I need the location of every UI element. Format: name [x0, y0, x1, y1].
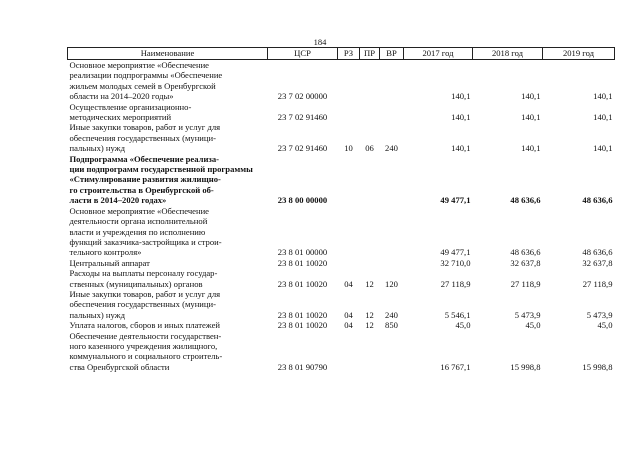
row-name-line: ственных (муниципальных) органов [69, 278, 203, 289]
row-vr [380, 102, 404, 123]
row-rz: 04 [344, 278, 353, 289]
row-rz: 04 [344, 309, 353, 320]
row-value-2019: 45,0 [597, 320, 613, 331]
row-name-line: деятельности органа исполнительной [69, 216, 208, 227]
row-value-2018: 140,1 [521, 143, 541, 154]
row-value-2018: 48 636,6 [510, 195, 541, 206]
row-value-2017: 140,1 [451, 91, 471, 102]
row-name-line: Обеспечение деятельности государствен- [69, 330, 222, 341]
row-name-line: ного казенного учреждения жилищного, [69, 340, 218, 351]
row-csr: 23 8 00 00000 [277, 195, 328, 206]
row-name [68, 268, 268, 289]
budget-table [67, 47, 615, 372]
row-value-2019: 140,1 [593, 112, 613, 123]
row-name-line: Иные закупки товаров, работ и услуг для [69, 122, 221, 133]
row-name [68, 289, 268, 320]
row-name-line: Уплата налогов, сборов и иных платежей [69, 320, 221, 331]
row-name-line: Расходы на выплаты персоналу государ- [69, 268, 218, 279]
row-rz [338, 102, 360, 123]
row-csr: 23 7 02 00000 [277, 91, 328, 102]
row-name-line: жильем молодых семей в Оренбургской [69, 80, 216, 91]
row-name-line: методических мероприятий [69, 112, 172, 123]
row-name [68, 206, 268, 258]
row-value-2017: 140,1 [451, 143, 471, 154]
table-row [68, 122, 615, 153]
row-pr: 12 [365, 309, 374, 320]
column-header-pr: ПР [360, 48, 380, 60]
column-header-vr: ВР [380, 48, 404, 60]
row-csr: 23 8 01 10020 [277, 278, 328, 289]
row-pr: 12 [365, 320, 374, 331]
row-name-line: функций заказчика-застройщика и строи- [69, 236, 222, 247]
row-name [68, 102, 268, 123]
column-header-2019: 2019 год [543, 48, 615, 60]
row-rz [338, 60, 360, 102]
row-rz [338, 258, 360, 268]
row-value-2017: 16 767,1 [440, 361, 471, 372]
row-pr [360, 102, 380, 123]
row-value-2017: 45,0 [455, 320, 471, 331]
row-vr: 120 [385, 278, 398, 289]
row-vr [380, 258, 404, 268]
row-name-line: коммунального и социального строитель- [69, 351, 223, 362]
row-name-line: Центральный аппарат [69, 257, 150, 268]
row-csr: 23 7 02 91460 [277, 112, 328, 123]
row-vr: 850 [385, 320, 398, 331]
row-rz: 04 [344, 320, 353, 331]
row-value-2018: 140,1 [521, 91, 541, 102]
row-name-line: ства Оренбургской области [69, 361, 170, 372]
row-vr [380, 60, 404, 102]
row-name-line: реализации подпрограммы «Обеспечение [69, 70, 223, 81]
row-value-2018: 45,0 [525, 320, 541, 331]
row-csr: 23 7 02 91460 [277, 143, 328, 154]
row-name-line: го строительства в Оренбургской об- [69, 184, 214, 195]
row-value-2019: 5 473,9 [586, 309, 613, 320]
table-row [68, 102, 615, 123]
row-vr: 240 [385, 143, 398, 154]
row-csr: 23 8 01 90790 [277, 361, 328, 372]
row-value-2018: 15 998,8 [510, 361, 541, 372]
column-header-csr: ЦСР [268, 48, 338, 60]
row-value-2019: 48 636,6 [582, 195, 613, 206]
row-name-line: ласти в 2014–2020 годах» [69, 195, 167, 206]
row-name [68, 331, 268, 373]
row-value-2018: 48 636,6 [510, 247, 541, 258]
row-pr [360, 331, 380, 373]
row-value-2017: 49 477,1 [440, 195, 471, 206]
table-row [68, 320, 615, 330]
row-name [68, 122, 268, 153]
table-row [68, 268, 615, 289]
row-csr: 23 8 01 10020 [277, 257, 328, 268]
table-row [68, 60, 615, 102]
row-csr: 23 8 01 10020 [277, 309, 328, 320]
row-value-2018: 5 473,9 [514, 309, 541, 320]
row-name-line: Подпрограмма «Обеспечение реализа- [69, 153, 220, 164]
table-row [68, 154, 615, 206]
row-value-2017: 5 546,1 [444, 309, 471, 320]
row-vr [380, 154, 404, 206]
row-name-line: обеспечения государственных (муници- [69, 132, 216, 143]
row-pr [360, 206, 380, 258]
row-rz [338, 331, 360, 373]
table-row [68, 206, 615, 258]
row-vr [380, 206, 404, 258]
row-name-line: Иные закупки товаров, работ и услуг для [69, 288, 221, 299]
row-pr [360, 60, 380, 102]
row-value-2017: 32 710,0 [440, 257, 471, 268]
table-row [68, 258, 615, 268]
column-header-2018: 2018 год [473, 48, 543, 60]
row-vr [380, 331, 404, 373]
row-value-2019: 32 637,8 [582, 257, 613, 268]
row-name-line: власти и учреждения по исполнению [69, 226, 206, 237]
row-name-line: тельного контроля» [69, 247, 142, 258]
row-name-line: области на 2014–2020 годы» [69, 91, 174, 102]
row-name-line: Основное мероприятие «Обеспечение [69, 60, 210, 70]
column-header-2017: 2017 год [404, 48, 473, 60]
row-name [68, 154, 268, 206]
row-csr: 23 8 01 10020 [277, 320, 328, 331]
row-value-2019: 48 636,6 [582, 247, 613, 258]
row-value-2018: 27 118,9 [510, 278, 541, 289]
row-pr: 12 [365, 278, 374, 289]
row-value-2019: 140,1 [593, 91, 613, 102]
row-name-line: «Стимулирование развития жилищно- [69, 174, 221, 185]
row-value-2018: 140,1 [521, 112, 541, 123]
page-number: 184 [313, 37, 327, 47]
row-value-2018: 32 637,8 [510, 257, 541, 268]
row-name-line: обеспечения государственных (муници- [69, 299, 216, 310]
row-value-2017: 49 477,1 [440, 247, 471, 258]
row-vr: 240 [385, 309, 398, 320]
table-row [68, 289, 615, 320]
row-rz [338, 206, 360, 258]
row-value-2019: 27 118,9 [582, 278, 613, 289]
row-rz [338, 154, 360, 206]
row-rz: 10 [344, 143, 353, 154]
row-value-2017: 27 118,9 [440, 278, 471, 289]
row-name [68, 320, 268, 330]
row-value-2017: 140,1 [451, 112, 471, 123]
row-name-line: Осуществление организационно- [69, 101, 192, 112]
row-csr: 23 8 01 00000 [277, 247, 328, 258]
row-pr: 06 [365, 143, 374, 154]
row-name [68, 60, 268, 102]
row-name-line: пальных) нужд [69, 143, 125, 154]
row-pr [360, 154, 380, 206]
column-header-name: Наименование [68, 48, 268, 60]
table-row [68, 331, 615, 373]
row-name-line: ции подпрограмм государственной программы [69, 164, 253, 175]
table-header-row [68, 48, 615, 60]
row-pr [360, 258, 380, 268]
row-name [68, 258, 268, 268]
column-header-rz: РЗ [338, 48, 360, 60]
row-value-2019: 15 998,8 [582, 361, 613, 372]
row-name-line: пальных) нужд [69, 309, 125, 320]
row-name-line: Основное мероприятие «Обеспечение [69, 205, 210, 216]
row-value-2019: 140,1 [593, 143, 613, 154]
